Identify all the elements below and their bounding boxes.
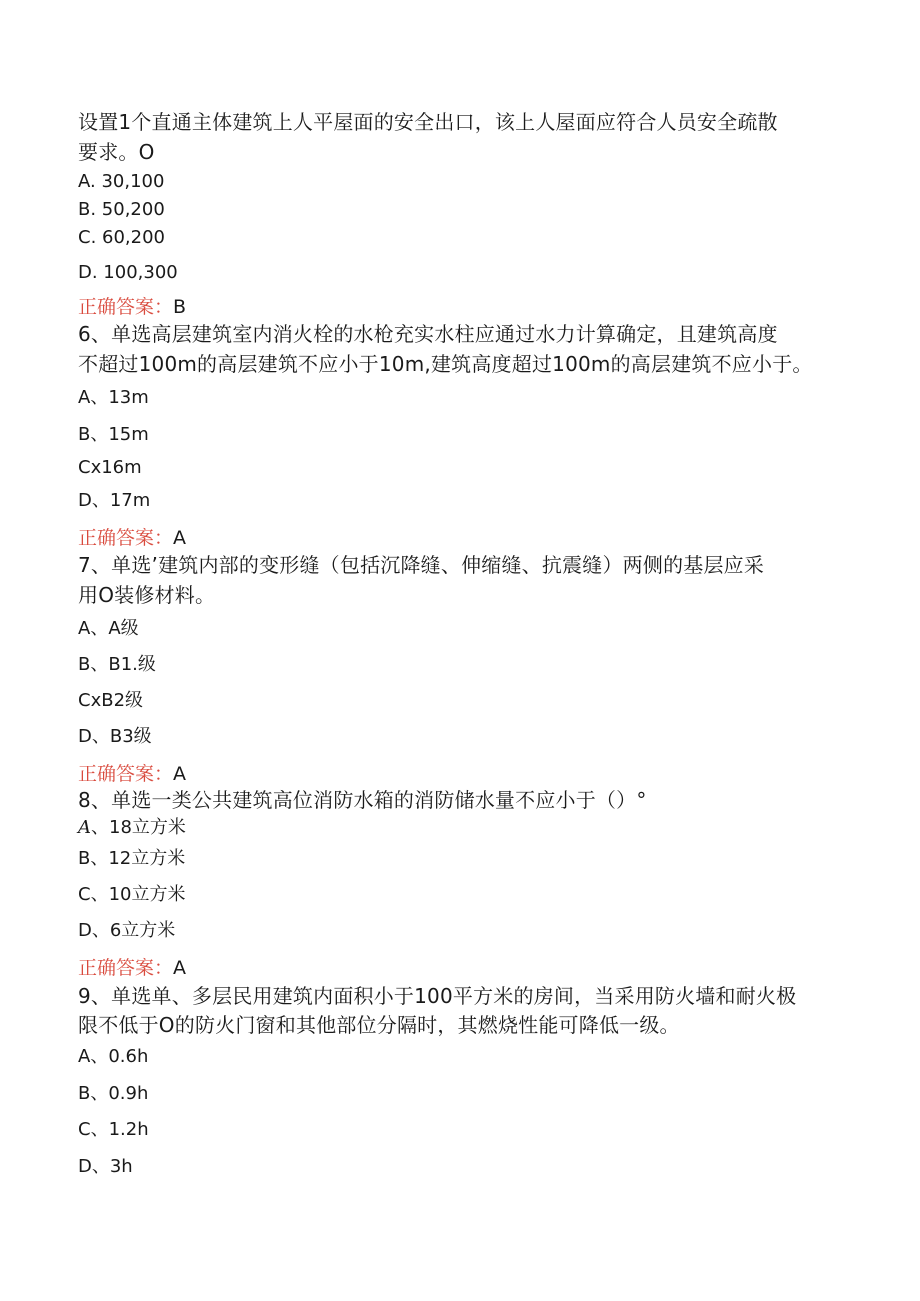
q6-option-b: B、15m xyxy=(78,424,149,445)
q8-option-a xyxy=(78,816,186,840)
q5-option-c: C. 60,200 xyxy=(78,227,165,248)
q5-option-b: B. 50,200 xyxy=(78,199,165,220)
q6-stem-line1: 6、单选高层建筑室内消火栓的水枪充实水柱应通过水力计算确定，且建筑高度 xyxy=(78,322,778,346)
q9-stem-line1: 9、单选单、多层民用建筑内面积小于100平方米的房间，当采用防火墙和耐火极 xyxy=(78,984,797,1008)
q6-stem-line2: 不超过100m的高层建筑不应小于10m,建筑高度超过100m的高层建筑不应小于。 xyxy=(78,352,813,376)
q9-option-c: C、1.2h xyxy=(78,1119,149,1140)
q7-option-c: CxB2级 xyxy=(78,690,144,711)
q8-stem-line1: 8、单选一类公共建筑高位消防水箱的消防储水量不应小于（）° xyxy=(78,788,647,812)
q8-option-c: C、10立方米 xyxy=(78,884,186,905)
q6-option-a: A、13m xyxy=(78,387,149,408)
q5-option-a: A. 30,100 xyxy=(78,171,165,192)
q7-stem-line2: 用O装修材料。 xyxy=(78,583,216,607)
option-a-text: 、18立方米 xyxy=(91,817,186,838)
q7-answer xyxy=(78,762,186,786)
q5-answer xyxy=(78,295,186,319)
q6-answer xyxy=(78,526,186,550)
q8-option-d: D、6立方米 xyxy=(78,920,176,941)
q7-stem-line1: 7、单选’建筑内部的变形缝（包括沉降缝、伸缩缝、抗震缝）两侧的基层应采 xyxy=(78,553,765,577)
answer-label: 正确答案： xyxy=(78,957,174,979)
answer-value: A xyxy=(173,527,187,549)
q6-option-c: Cx16m xyxy=(78,457,142,478)
q7-option-a: A、A级 xyxy=(78,618,139,639)
q8-answer xyxy=(78,956,186,980)
q5-stem-line2: 要求。O xyxy=(78,140,155,164)
answer-value: B xyxy=(173,296,187,318)
q9-stem-line2: 限不低于O的防火门窗和其他部位分隔时，其燃烧性能可降低一级。 xyxy=(78,1013,680,1037)
answer-label: 正确答案： xyxy=(78,527,174,549)
q6-option-d: D、17m xyxy=(78,490,151,511)
answer-value: A xyxy=(173,763,187,785)
answer-label: 正确答案： xyxy=(78,763,174,785)
option-a-letter: A xyxy=(78,817,91,838)
q9-option-b: B、0.9h xyxy=(78,1083,149,1104)
q9-option-d: D、3h xyxy=(78,1156,133,1177)
q9-option-a: A、0.6h xyxy=(78,1046,149,1067)
q5-stem-line1: 设置1个直通主体建筑上人平屋面的安全出口，该上人屋面应符合人员安全疏散 xyxy=(78,110,778,134)
q5-option-d: D. 100,300 xyxy=(78,262,178,283)
q7-option-d: D、B3级 xyxy=(78,726,152,747)
q8-option-b: B、12立方米 xyxy=(78,848,186,869)
answer-value: A xyxy=(173,957,187,979)
answer-label: 正确答案： xyxy=(78,296,174,318)
q7-option-b: B、B1.级 xyxy=(78,654,156,675)
